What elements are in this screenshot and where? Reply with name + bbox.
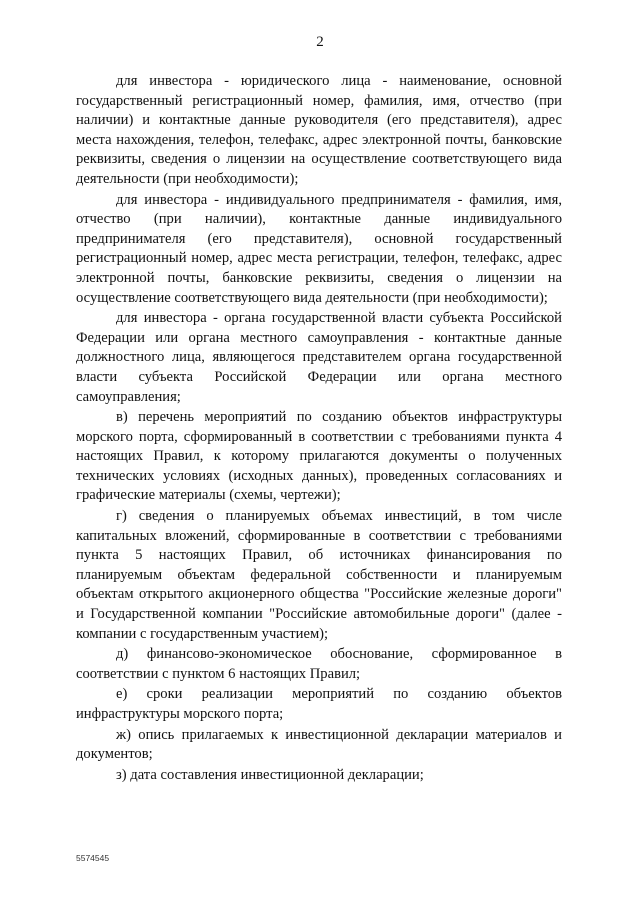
document-code: 5574545	[76, 853, 110, 863]
paragraph-item-d: д) финансово-экономическое обоснование, сформированное в соответствии с пунктом 6 настоящих Правил;	[76, 646, 562, 682]
paragraph-item-v: в) перечень мероприятий по созданию объектов инфраструктуры морского порта, сформированный в соответствии с требованиями пункта 4 настоящих Правил, к которому прилагаются документы о полученных технических условиях (исходных данных), проведенных согласованиях и графические материалы (схемы, чертежи);	[76, 409, 562, 504]
paragraph-item-z: з) дата составления инвестиционной декларации;	[116, 766, 424, 783]
paragraph-item-zh: ж) опись прилагаемых к инвестиционной декларации материалов и документов;	[76, 726, 562, 763]
paragraph-item-e: е) сроки реализации мероприятий по созданию объектов инфраструктуры морского порта;	[76, 686, 562, 722]
document-body	[76, 72, 562, 785]
paragraph-investor-entrepreneur: для инвестора - индивидуального предпринимателя - фамилия, имя, отчество (при наличии), контактные данные индивидуального предпринимателя (его представителя), основной государственный регистрационный номер, адрес места регистрации, телефон, телефакс, адрес электронной почты, банковские реквизиты, сведения о лицензии на осуществление соответствующего вида деятельности (при необходимости);	[76, 191, 562, 306]
paragraph-item-g: г) сведения о планируемых объемах инвестиций, в том числе капитальных вложений, сформированные в соответствии с требованиями пункта 5 настоящих Правил, об источниках финансирования по планируемым объектам федеральной собственности и планируемым объектам открытого акционерного общества "Российские железные дороги" и Государственной компании "Российские автомобильные дороги" (далее - компании с государственным участием);	[76, 508, 562, 642]
paragraph-investor-legal-entity: для инвестора - юридического лица - наименование, основной государственный регистрационный номер, фамилия, имя, отчество (при наличии) и контактные данные руководителя (его представителя), адрес места нахождения, телефон, телефакс, адрес электронной почты, банковские реквизиты, сведения о лицензии на осуществление соответствующего вида деятельности (при необходимости);	[76, 73, 562, 187]
page-number: 2	[316, 34, 324, 50]
paragraph-investor-government-body: для инвестора - органа государственной власти субъекта Российской Федерации или органа местного самоуправления - контактные данные должностного лица, являющегося представителем органа государственной власти субъекта Российской Федерации или органа местного самоуправления;	[76, 310, 562, 405]
